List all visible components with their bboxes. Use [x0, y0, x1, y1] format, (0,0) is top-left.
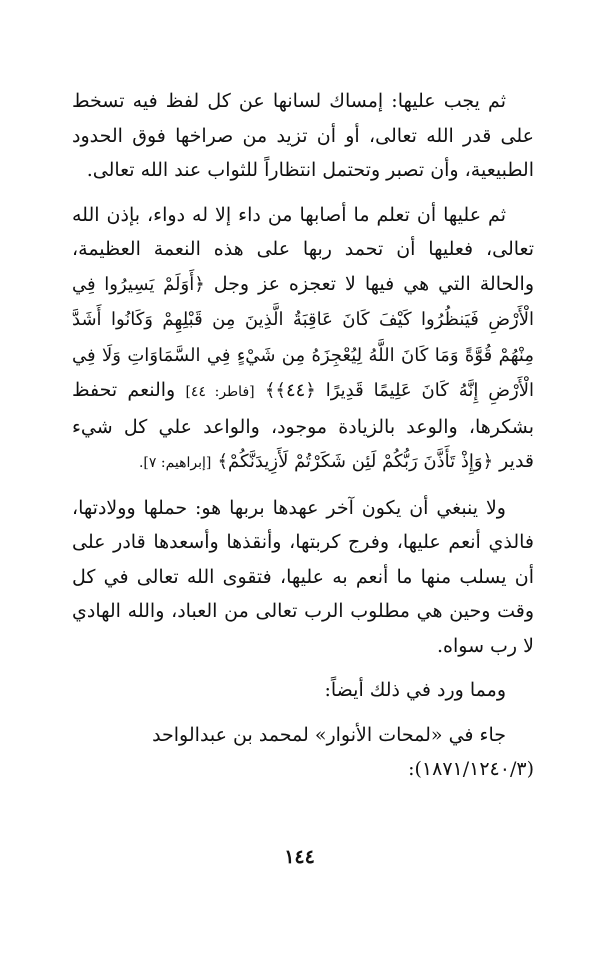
- paragraph-5: [72, 718, 534, 787]
- page-number: ١٤٤: [284, 846, 315, 868]
- verse-reference-fatir: [فاطر: ٤٤]: [185, 384, 255, 400]
- source-citation-numbers: (١٨٧١/١٢٤٠/٣):: [408, 758, 534, 780]
- verse-reference-ibrahim: [إبراهيم: ٧].: [138, 455, 212, 471]
- paragraph-2: [72, 198, 534, 481]
- paragraph-2-continuation: والنعم تحفظ بشكرها، والوعد بالزيادة موجود، والواعد علي كل شيء قدير: [72, 379, 534, 472]
- quran-verse-ibrahim: ﴿وَإِذْ تَأَذَّنَ رَبُّكُمْ لَئِن شَكَرْتُمْ لَأَزِيدَنَّكُمْ﴾: [217, 451, 494, 472]
- paragraph-3: ولا ينبغي أن يكون آخر عهدها بربها هو: حملها وولادتها، فالذي أنعم عليها، وفرج كربتها، وأنقذها وأسعدها قادر على أن يسلب منها ما أنعم به عليها، فتقوى الله تعالى في كل وقت وحين هي مطلوب الرب تعالى من العباد، والله الهادي لا رب سواه.: [72, 496, 534, 657]
- paragraph-1: ثم يجب عليها: إمساك لسانها عن كل لفظ فيه تسخط على قدر الله تعالى، أو أن تزيد من صراخها فوق الحدود الطبيعية، وأن تصبر وتحتمل انتظاراً للثواب عند الله تعالى.: [72, 90, 534, 181]
- quran-verse-fatir: ﴿أَوَلَمْ يَسِيرُوا فِي الْأَرْضِ فَيَنظُرُوا كَيْفَ كَانَ عَاقِبَةُ الَّذِينَ مِن قَبْلِهِمْ وَكَانُوا أَشَدَّ مِنْهُمْ قُوَّةً وَمَا كَانَ اللَّهُ لِيُعْجِزَهُ مِن شَيْءٍ فِي السَّمَاوَاتِ وَلَا فِي الْأَرْضِ إِنَّهُ كَانَ عَلِيمًا قَدِيرًا ﴿٤٤﴾﴾: [72, 273, 535, 401]
- page-body: [72, 84, 534, 787]
- source-citation: جاء في «لمحات الأنوار» لمحمد بن عبدالواحد: [152, 723, 506, 746]
- paragraph-4: ومما ورد في ذلك أيضاً:: [324, 679, 506, 701]
- paragraph-2-text: ثم عليها أن تعلم ما أصابها من داء إلا له دواء، بإذن الله تعالى، فعليها أن تحمد ربها على هذه النعمة العظيمة، والحالة التي هي فيها لا تعجزه عز وجل: [72, 203, 534, 295]
